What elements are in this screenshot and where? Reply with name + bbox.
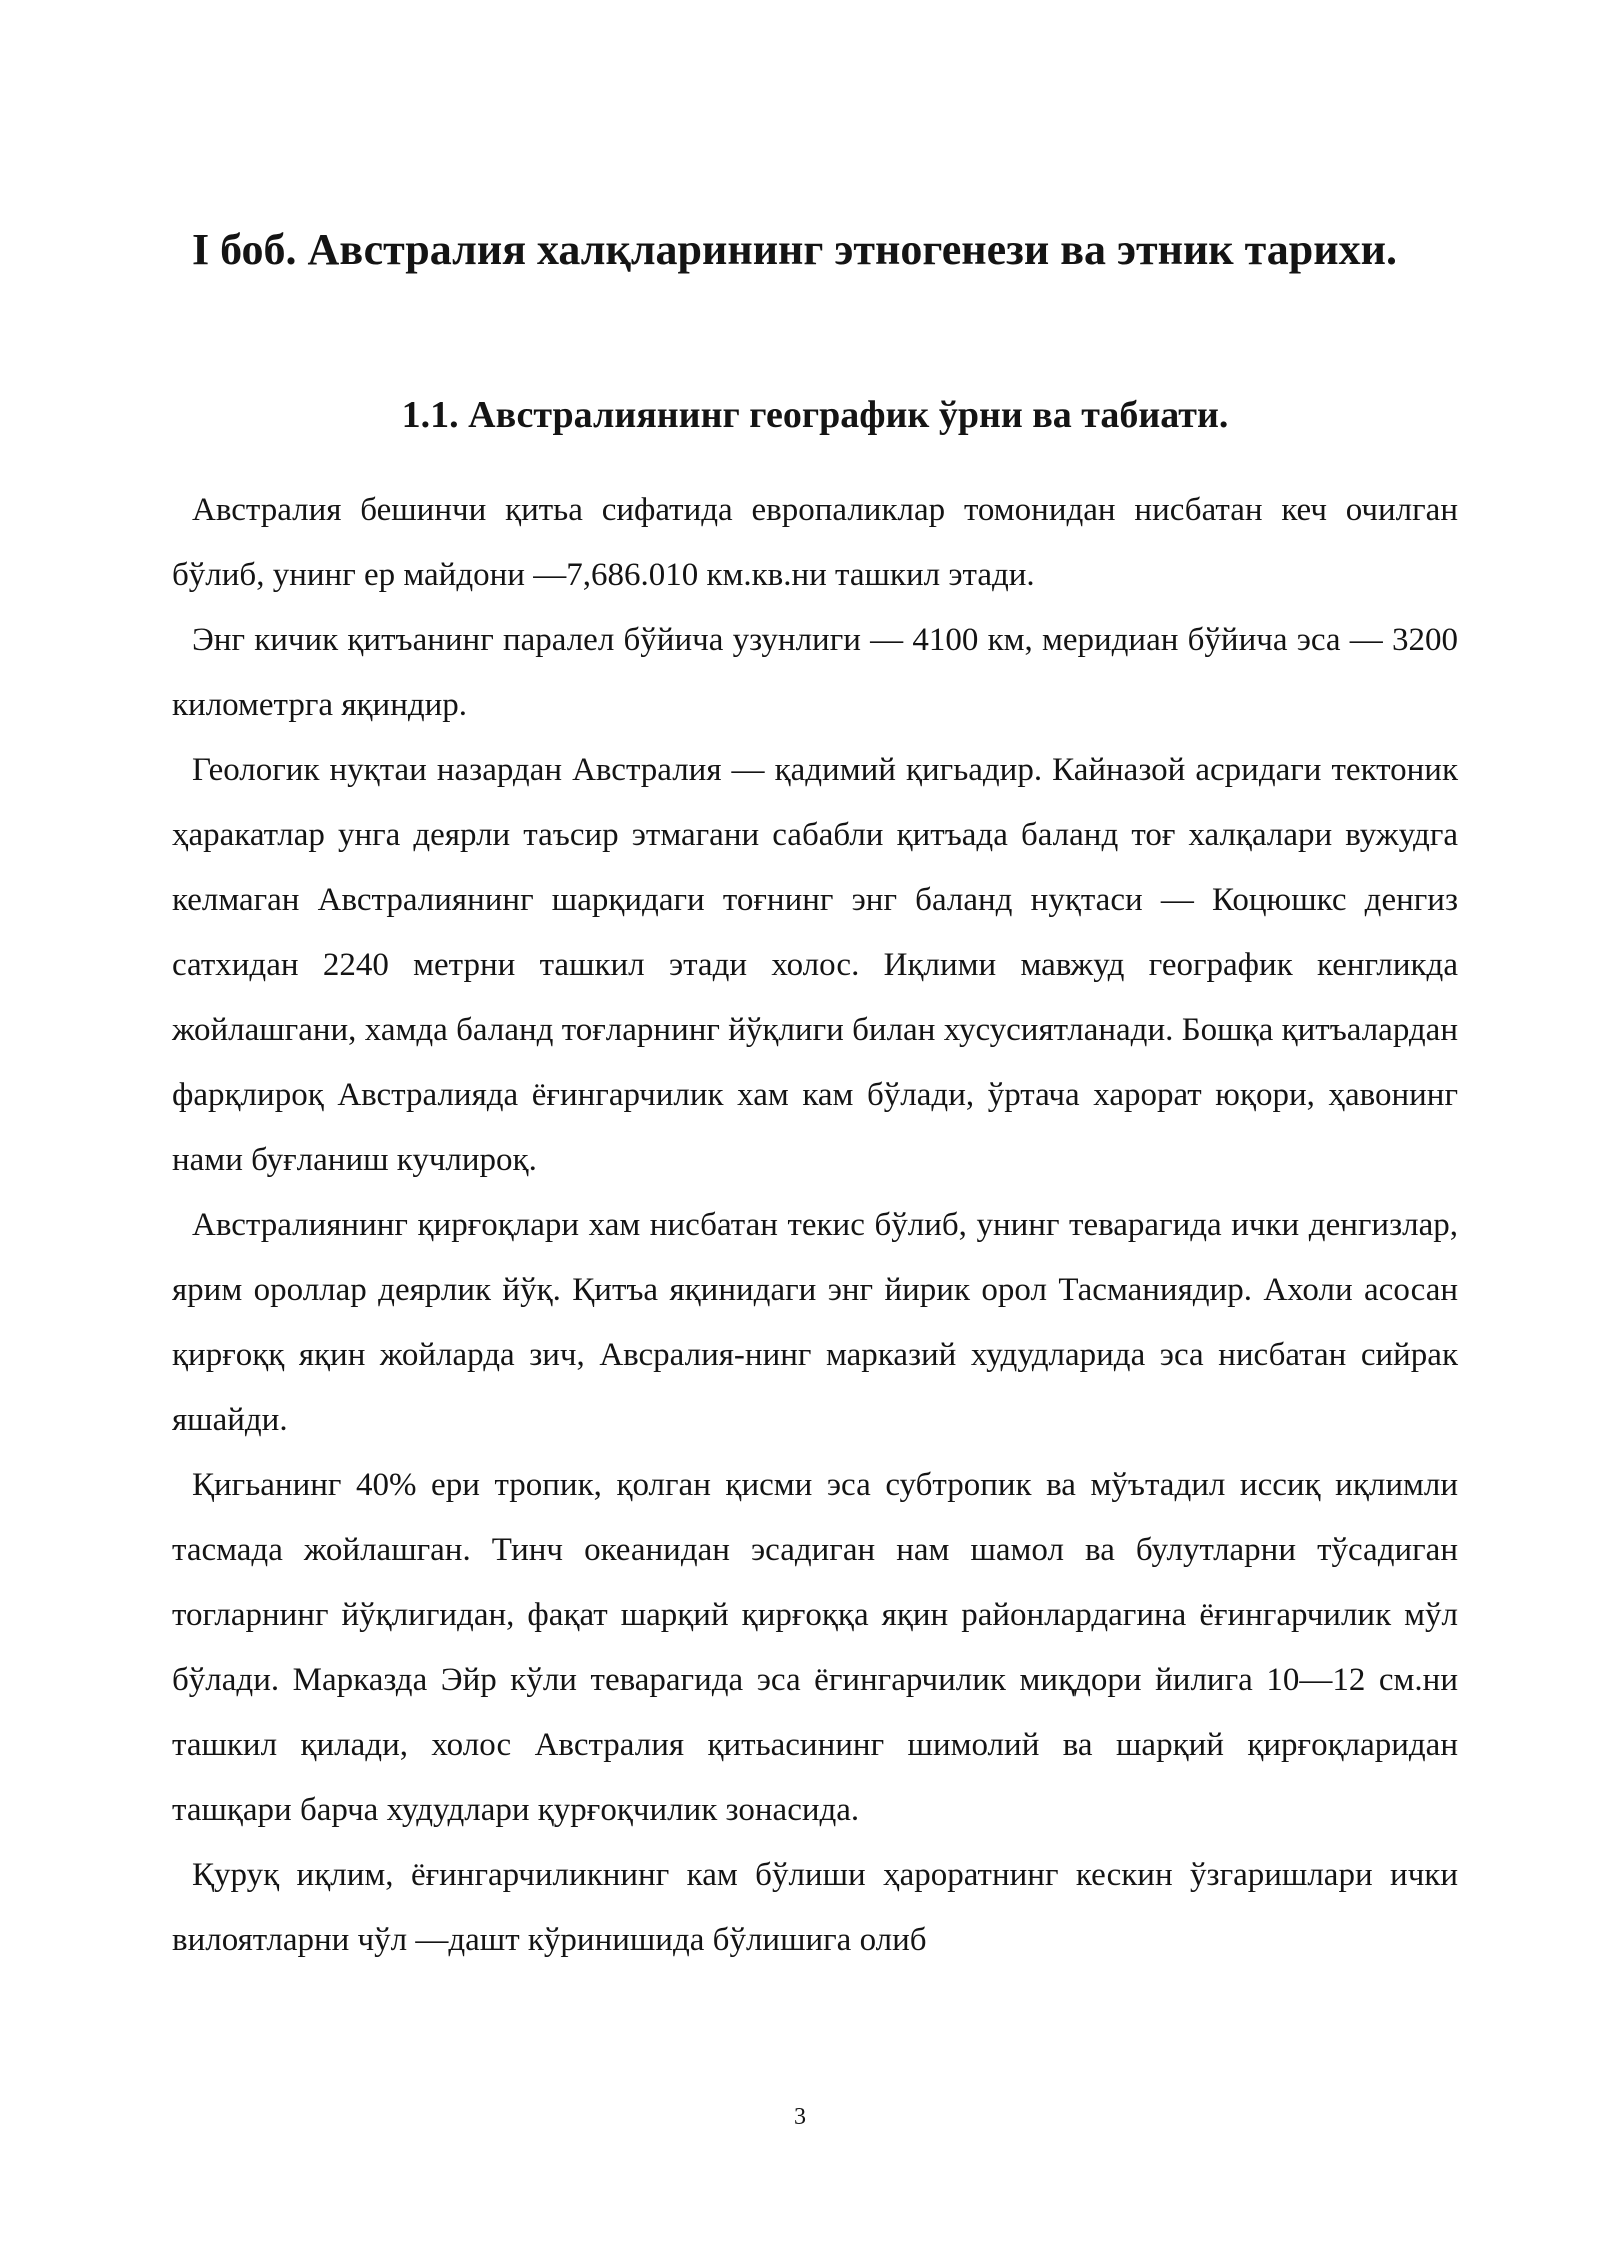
paragraph: Энг кичик қитъанинг паралел бўйича узунлиги — 4100 км, меридиан бўйича эса — 3200 километрга яқиндир. [172,622,1458,723]
paragraph: Қигьанинг 40% ери тропик, қолган қисми эса субтропик ва мўътадил иссиқ иқлимли тасмада жойлашган. Тинч океанидан эсадиган нам шамол ва булутларни тўсадиган тогларнинг йўқлигидан, фақат шарқий қирғоққа яқин районлардагина ёғингарчилик мўл бўлади. Марказда Эйр кўли теварагида эса ёгингарчилик миқдори йилига 10—12 см.ни ташкил қилади, холос Австралия қитьасининг шимолий ва шарқий қирғоқларидан ташқари барча худудлари қурғоқчилик зонасида. [172,1467,1458,1828]
paragraph: Австралия бешинчи қитьа сифатида европаликлар томонидан нисбатан кеч очилган бўлиб, унинг ер майдони —7,686.010 км.кв.ни ташкил этади. [172,492,1458,593]
paragraph: Қуруқ иқлим, ёғингарчиликнинг кам бўлиши ҳароратнинг кескин ўзгаришлари ички вилоятларни чўл —дашт кўринишида бўлишига олиб [172,1857,1458,1958]
body-text [172,478,1458,1973]
paragraph: Австралиянинг қирғоқлари хам нисбатан текис бўлиб, унинг теварагида ички денгизлар, ярим ороллар деярлик йўқ. Қитъа яқинидаги энг йирик орол Тасманиядир. Ахоли асосан қирғоққ яқин жойларда зич, Авсралия-нинг марказий худудларида эса нисбатан сийрак яшайди. [172,1207,1458,1438]
page-number: 3 [794,2104,806,2130]
chapter-title: I боб. Австралия халқларининг этногенези ва этник тарихи. [192,225,1397,274]
paragraph: Геологик нуқтаи назардан Австралия — қадимий қигьадир. Кайназой асридаги тектоник ҳаракатлар унга деярли таъсир этмагани сабабли қитъада баланд тоғ халқалари вужудга келмаган Австралиянинг шарқидаги тоғнинг энг баланд нуқтаси — Коцюшкс денгиз сатхидан 2240 метрни ташкил этади холос. Иқлими мавжуд географик кенгликда жойлашгани, хамда баланд тоғларнинг йўқлиги билан хусусиятланади. Бошқа қитъалардан фарқлироқ Австралияда ёғингарчилик хам кам бўлади, ўртача харорат юқори, ҳавонинг нами буғланиш кучлироқ. [172,752,1458,1178]
section-title: 1.1. Австралиянинг географик ўрни ва табиати. [401,394,1229,436]
